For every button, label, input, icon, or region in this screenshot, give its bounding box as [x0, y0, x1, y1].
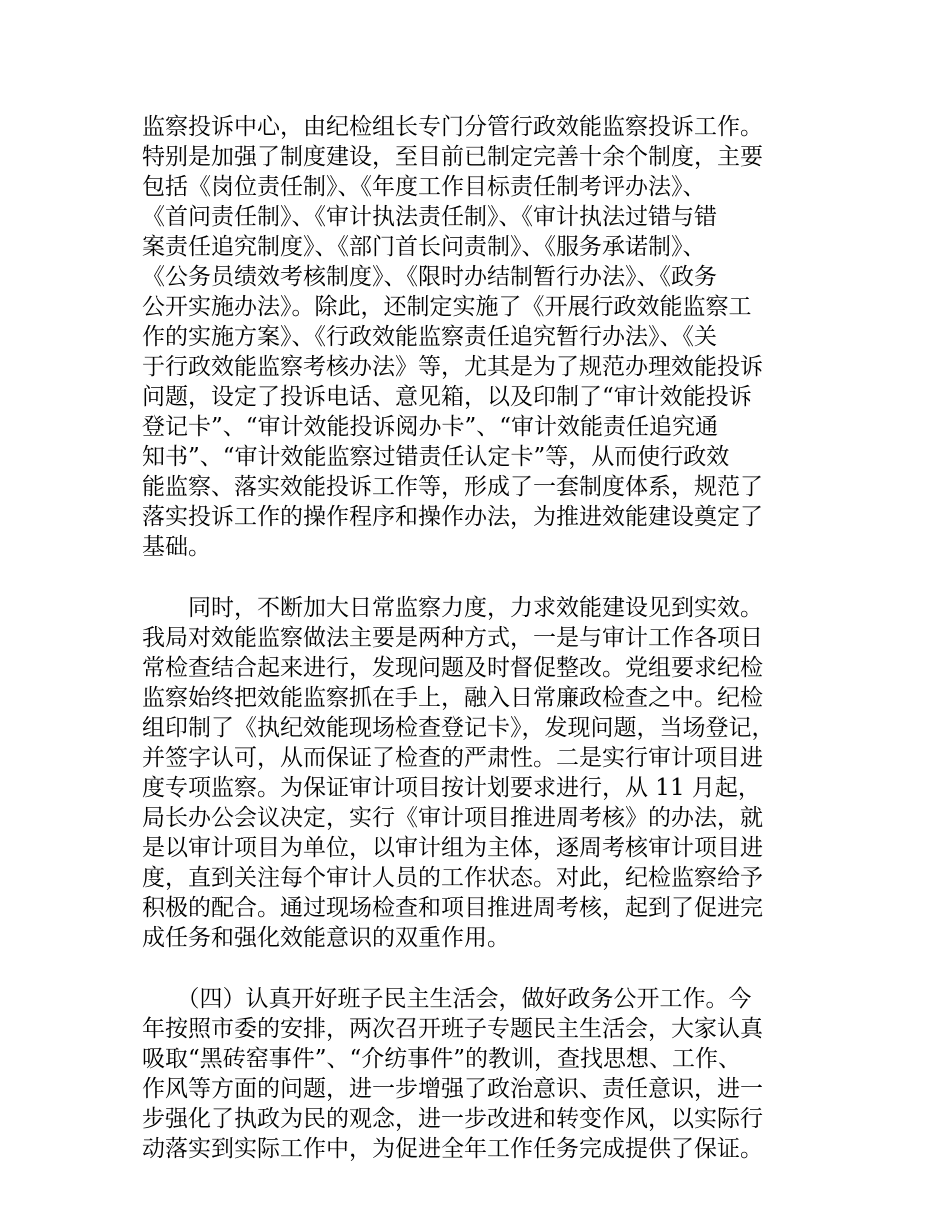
paragraph-spacer	[142, 953, 818, 984]
text-line: 组印制了《执纪效能现场检查登记卡》，发现问题，当场登记，	[142, 715, 775, 741]
text-line: 积极的配合。通过现场检查和项目推进周考核，起到了促进完	[142, 895, 763, 921]
text-line: 能监察、落实效能投诉工作等，形成了一套制度体系，规范了	[142, 474, 763, 500]
text-line: 同时，不断加大日常监察力度，力求效能建设见到实效。	[142, 595, 763, 621]
text-line: 特别是加强了制度建设，至目前已制定完善十余个制度，主要	[142, 144, 763, 170]
text-line: 动落实到实际工作中，为促进全年工作任务完成提供了保证。	[142, 1136, 763, 1162]
paragraph-democratic-life-meeting	[142, 984, 818, 1164]
text-line: 度，直到关注每个审计人员的工作状态。对此，纪检监察给予	[142, 865, 763, 891]
text-line: 吸取“黑砖窑事件”、“介纺事件”的教训，查找思想、工作、	[142, 1046, 742, 1072]
paragraph-institution-building	[142, 112, 818, 562]
text-line: 监察投诉中心，由纪检组长专门分管行政效能监察投诉工作。	[142, 114, 763, 140]
text-line: 于行政效能监察考核办法》等，尤其是为了规范办理效能投诉	[142, 354, 763, 380]
paragraph-daily-supervision	[142, 593, 818, 953]
text-line: 常检查结合起来进行，发现问题及时督促整改。党组要求纪检	[142, 655, 763, 681]
text-line: 是以审计项目为单位，以审计组为主体，逐周考核审计项目进	[142, 835, 763, 861]
text-line: 并签字认可，从而保证了检查的严肃性。二是实行审计项目进	[142, 745, 763, 771]
text-line: （四）认真开好班子民主生活会，做好政务公开工作。今	[142, 986, 752, 1012]
text-line: 监察始终把效能监察抓在手上，融入日常廉政检查之中。纪检	[142, 685, 763, 711]
text-line: 落实投诉工作的操作程序和操作办法，为推进效能建设奠定了	[142, 504, 763, 530]
text-line: 作的实施方案》、《行政效能监察责任追究暂行办法》、《关	[142, 324, 717, 350]
text-line: 年按照市委的安排，两次召开班子专题民主生活会，大家认真	[142, 1016, 763, 1042]
text-line: 《公务员绩效考核制度》、《限时办结制暂行办法》、《政务	[142, 264, 717, 290]
text-line: 我局对效能监察做法主要是两种方式，一是与审计工作各项日	[142, 625, 763, 651]
text-line: 局长办公会议决定，实行《审计项目推进周考核》的办法，就	[142, 805, 763, 831]
text-line: 问题，设定了投诉电话、意见箱，以及印制了“审计效能投诉	[142, 384, 752, 410]
document-page	[142, 112, 818, 1164]
text-line: 成任务和强化效能意识的双重作用。	[142, 925, 510, 951]
text-line: 包括《岗位责任制》、《年度工作目标责任制考评办法》、	[142, 174, 706, 200]
text-line: 度专项监察。为保证审计项目按计划要求进行，从 11 月起，	[142, 775, 761, 801]
text-line: 公开实施办法》。除此，还制定实施了《开展行政效能监察工	[142, 294, 752, 320]
text-line: 案责任追究制度》、《部门首长问责制》、《服务承诺制》、	[142, 234, 706, 260]
text-line: 知书”、“审计效能监察过错责任认定卡”等，从而使行政效	[142, 444, 730, 470]
text-line: 《首问责任制》、《审计执法责任制》、《审计执法过错与错	[142, 204, 717, 230]
text-line: 基础。	[142, 534, 211, 560]
text-line: 作风等方面的问题，进一步增强了政治意识、责任意识，进一	[142, 1076, 763, 1102]
paragraph-spacer	[142, 562, 818, 593]
text-line: 登记卡”、“审计效能投诉阅办卡”、“审计效能责任追究通	[142, 414, 719, 440]
text-line: 步强化了执政为民的观念，进一步改进和转变作风，以实际行	[142, 1106, 763, 1132]
